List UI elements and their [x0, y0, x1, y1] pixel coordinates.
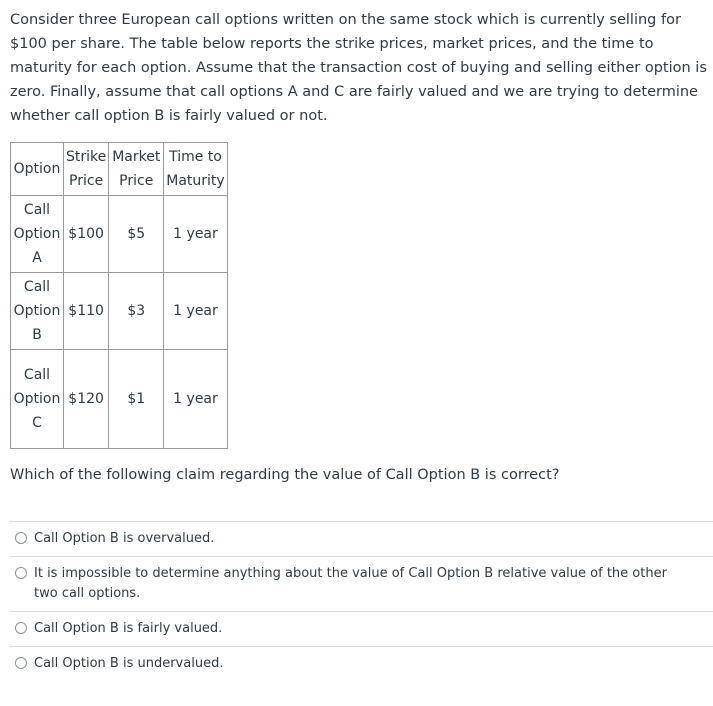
radio-button[interactable] — [15, 532, 27, 544]
table-row — [11, 196, 228, 273]
question-prompt: Which of the following claim regarding the value of Call Option B is correct? — [10, 467, 560, 483]
answer-option-undervalued[interactable] — [10, 646, 713, 681]
header-market-price: Market Price — [109, 143, 164, 196]
question-body — [10, 8, 710, 487]
answer-option-impossible[interactable] — [10, 556, 713, 611]
maturity-cell: 1 year — [164, 196, 227, 273]
strike-price-cell: $120 — [64, 350, 109, 449]
answer-label[interactable]: Call Option B is undervalued. — [34, 656, 224, 671]
market-price-cell: $1 — [109, 350, 164, 449]
option-name-cell: Call Option B — [11, 273, 64, 350]
answer-label[interactable]: It is impossible to determine anything about the value of Call Option B relative value of the other two call options. — [34, 566, 667, 601]
radio-button[interactable] — [15, 622, 27, 634]
table-row — [11, 273, 228, 350]
header-time-to-maturity: Time to Maturity — [164, 143, 227, 196]
market-price-cell: $3 — [109, 273, 164, 350]
maturity-cell: 1 year — [164, 273, 227, 350]
strike-price-cell: $110 — [64, 273, 109, 350]
header-option: Option — [11, 143, 64, 196]
answer-list — [10, 521, 713, 681]
option-name-cell: Call Option C — [11, 350, 64, 449]
table-header-row — [11, 143, 228, 196]
strike-price-cell: $100 — [64, 196, 109, 273]
options-table — [10, 142, 228, 449]
header-strike-price: Strike Price — [64, 143, 109, 196]
option-name-cell: Call Option A — [11, 196, 64, 273]
table-row — [11, 350, 228, 449]
radio-button[interactable] — [15, 567, 27, 579]
answer-option-fairly-valued[interactable] — [10, 611, 713, 646]
answer-option-overvalued[interactable] — [10, 521, 713, 556]
market-price-cell: $5 — [109, 196, 164, 273]
radio-button[interactable] — [15, 657, 27, 669]
answer-label[interactable]: Call Option B is fairly valued. — [34, 621, 223, 636]
question-intro: Consider three European call options written on the same stock which is currently selling for $100 per share. The table below reports the strike prices, market prices, and the time to maturity for each option. Assume that the transaction cost of buying and selling either option is zero. Finally, assume that call options A and C are fairly valued and we are trying to determine whether call option B is fairly valued or not. — [10, 12, 707, 124]
answer-label[interactable]: Call Option B is overvalued. — [34, 531, 215, 546]
maturity-cell: 1 year — [164, 350, 227, 449]
